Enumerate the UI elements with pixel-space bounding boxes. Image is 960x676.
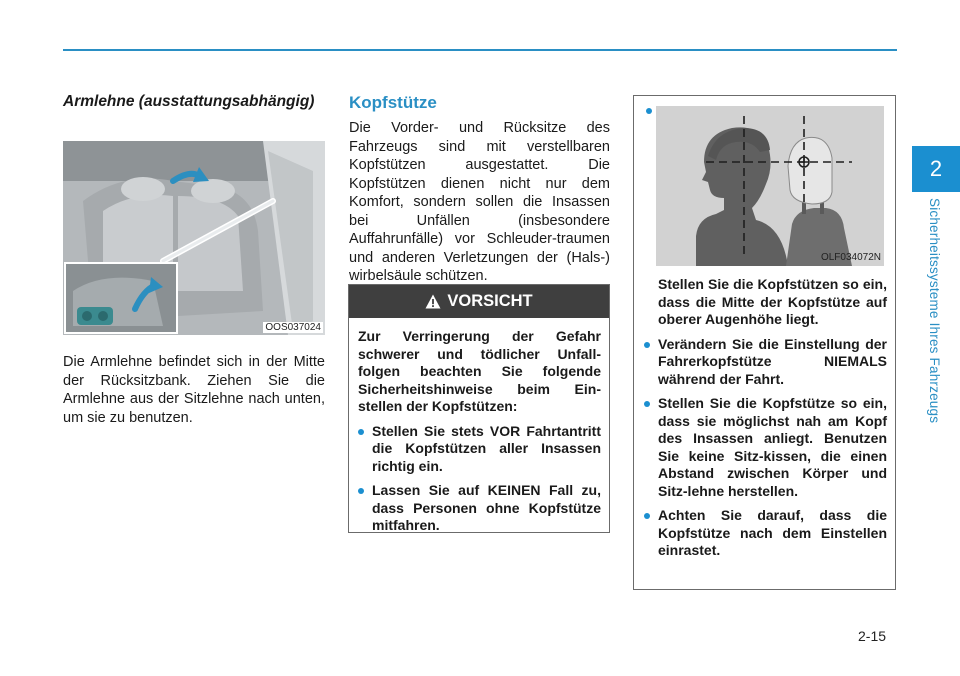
caution-body — [349, 318, 609, 535]
headrest-heading: Kopfstütze — [349, 93, 437, 112]
caution-box — [348, 284, 610, 533]
header-rule — [63, 49, 897, 51]
caution-intro: Zur Verringerung der Gefahr schwerer und tödlicher Unfall-folgen beachten Sie folgende Sicherheitshinweise beim Ein-stellen der Kopfstützen: — [358, 328, 601, 414]
armrest-figure-code: OOS037024 — [265, 322, 321, 333]
headrest-note-body — [644, 276, 887, 567]
warning-triangle-icon — [425, 294, 441, 309]
armrest-heading: Armlehne (ausstattungsabhängig) — [63, 93, 315, 110]
rear-seat-illustration — [63, 141, 325, 335]
head-and-headrest-illustration — [656, 106, 884, 266]
bullet-icon — [358, 488, 364, 494]
headrest-note-box — [633, 95, 896, 590]
note-list — [644, 336, 887, 560]
page-number: 2-15 — [858, 628, 887, 644]
chapter-number-tab: 2 — [912, 146, 960, 192]
bullet-icon — [644, 513, 650, 519]
caution-header — [349, 285, 609, 318]
bullet-icon — [358, 429, 364, 435]
bullet-icon — [644, 401, 650, 407]
caution-item: Stellen Sie stets VOR Fahrtantritt die Kopfstützen aller Insassen richtig ein. — [358, 423, 601, 476]
note-first-item: Stellen Sie die Kopfstützen so ein, dass die Mitte der Kopfstütze auf oberer Augenhöhe liegt. — [658, 276, 887, 327]
caution-item: Lassen Sie auf KEINEN Fall zu, dass Personen ohne Kopfstütze mitfahren. — [358, 482, 601, 535]
note-item: Achten Sie darauf, dass die Kopfstütze nach dem Einstellen einrastet. — [644, 507, 887, 560]
bullet-icon — [646, 108, 652, 114]
headrest-figure-code: OLF034072N — [820, 252, 881, 263]
caution-list — [358, 423, 601, 535]
chapter-title: Sicherheitssysteme Ihres Fahrzeugs — [927, 198, 942, 424]
headrest-text: Die Vorder- und Rücksitze des Fahrzeugs sind mit verstellbaren Kopfstützen ausgestattet. Die Kopfstützen dienen nicht nur dem Komfort, sondern sollen die Insassen bei Unfällen (insbesondere Auffahrunfälle) vor Schleuder-traumen und anderen Verletzungen der (Hals-) wirbelsäule schützen. — [349, 120, 610, 284]
caution-title: VORSICHT — [447, 292, 533, 310]
bullet-icon — [644, 342, 650, 348]
armrest-text: Die Armlehne befindet sich in der Mitte der Rücksitzbank. Ziehen Sie die Armlehne aus der Sitzlehne nach unten, um sie zu benutzen. — [63, 354, 325, 426]
note-item: Verändern Sie die Einstellung der Fahrerkopfstütze NIEMALS während der Fahrt. — [644, 336, 887, 389]
note-item: Stellen Sie die Kopfstütze so ein, dass sie möglichst nah am Kopf des Insassen anliegt. Benutzen Sie keine Sitz-kissen, die einen Abstand zwischen Körper und Sitz-lehne herstellen. — [644, 395, 887, 500]
headrest-position-figure — [656, 106, 884, 266]
armrest-figure — [63, 141, 325, 335]
